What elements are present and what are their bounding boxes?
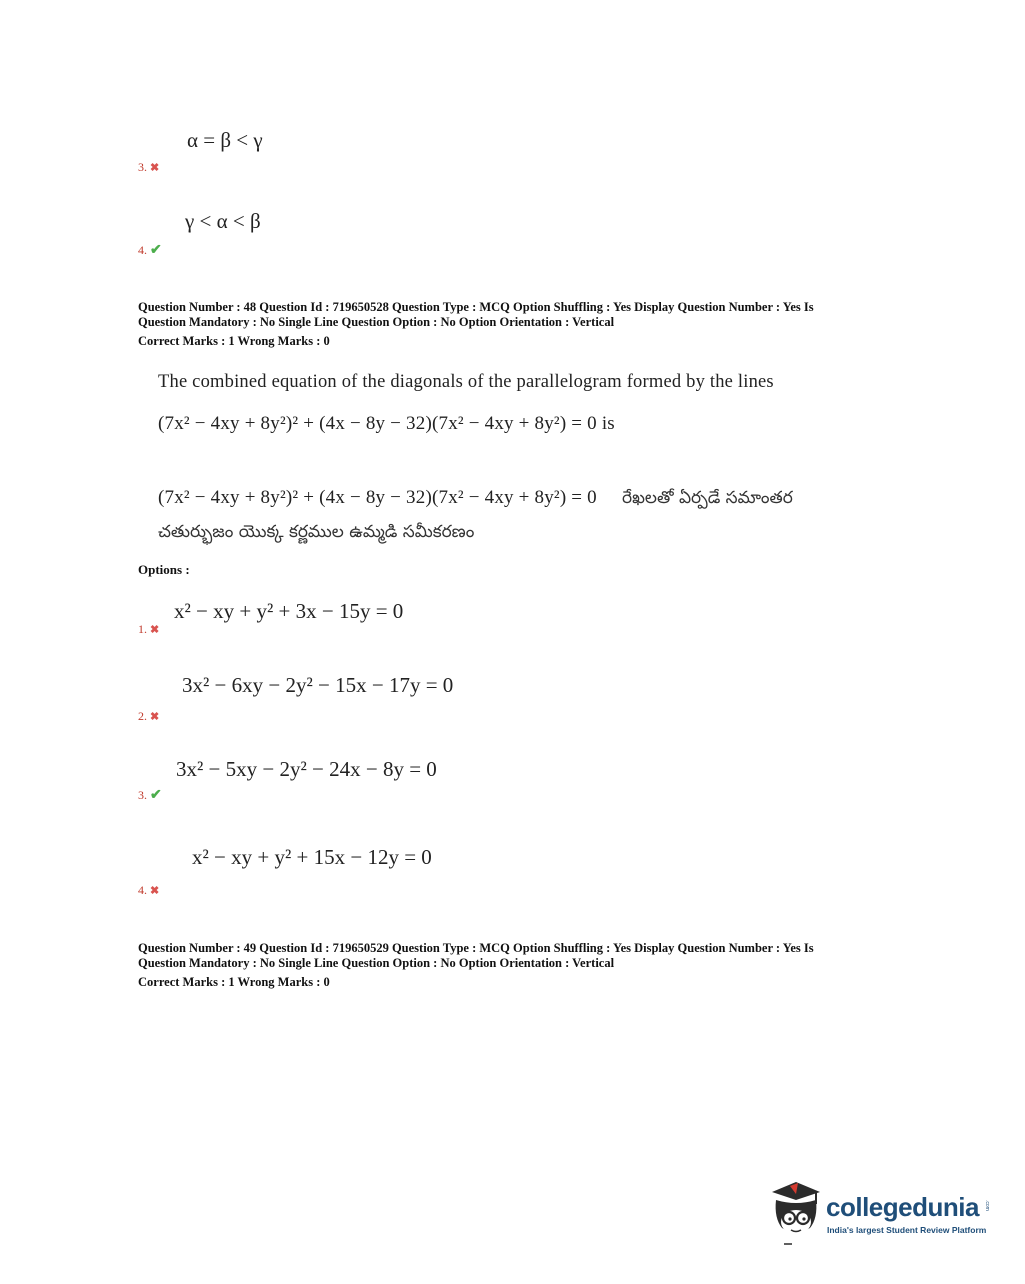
option-number: 3. — [138, 160, 147, 174]
question-48-text-te-math: (7x² − 4xy + 8y²)² + (4x − 8y − 32)(7x² − 4xy + 8y²) = 0 — [158, 487, 597, 508]
collegedunia-logo — [766, 1178, 996, 1248]
meta-line-1: Question Number : 49 Question Id : 719650529 Question Type : MCQ Option Shuffling : Yes Display Question Number : Yes Is — [138, 941, 814, 955]
option-3-number — [138, 787, 162, 804]
option-number: 4. — [138, 883, 147, 897]
logo-tagline: India's largest Student Review Platform — [827, 1225, 987, 1235]
option-3-text: 3x² − 5xy − 2y² − 24x − 8y = 0 — [176, 757, 437, 781]
option-1-text: x² − xy + y² + 3x − 15y = 0 — [174, 599, 404, 623]
prev-option-4-text: γ < α < β — [185, 209, 261, 233]
question-49-meta — [138, 941, 898, 990]
meta-line-3: Correct Marks : 1 Wrong Marks : 0 — [138, 975, 330, 989]
question-48-text-te-words: రేఖలతో ఏర్పడే సమాంతర — [622, 488, 793, 508]
logo-name: collegedunia — [826, 1192, 979, 1222]
meta-line-3: Correct Marks : 1 Wrong Marks : 0 — [138, 334, 330, 348]
prev-option-4-number — [138, 242, 162, 259]
cross-icon: ✖ — [150, 711, 160, 723]
option-2-number — [138, 709, 159, 724]
question-48-text-en-1: The combined equation of the diagonals of the parallelogram formed by the lines — [158, 372, 774, 392]
option-number: 3. — [138, 788, 147, 802]
meta-line-1: Question Number : 48 Question Id : 719650528 Question Type : MCQ Option Shuffling : Yes Display Question Number : Yes Is — [138, 300, 814, 314]
question-48-text-te-2: చతుర్భుజం యొక్క కర్ణముల ఉమ్మడి సమీకరణం — [158, 522, 475, 542]
logo-suffix: .com — [984, 1200, 990, 1211]
option-number: 2. — [138, 709, 147, 723]
option-number: 1. — [138, 622, 147, 636]
option-2-text: 3x² − 6xy − 2y² − 15x − 17y = 0 — [182, 673, 454, 697]
meta-line-2: Question Mandatory : No Single Line Question Option : No Option Orientation : Vertical — [138, 956, 615, 970]
mascot-icon — [766, 1178, 824, 1246]
check-icon: ✔ — [150, 243, 162, 258]
cross-icon: ✖ — [150, 162, 160, 174]
option-number: 4. — [138, 243, 147, 257]
prev-option-3-text: α = β < γ — [187, 128, 263, 152]
options-label: Options : — [138, 562, 190, 577]
cross-icon: ✖ — [150, 624, 160, 636]
option-4-number — [138, 883, 159, 898]
question-48-text-en-2: (7x² − 4xy + 8y²)² + (4x − 8y − 32)(7x² − 4xy + 8y²) = 0 is — [158, 413, 615, 434]
option-1-number — [138, 622, 159, 637]
cross-icon: ✖ — [150, 885, 160, 897]
question-48-meta — [138, 300, 898, 349]
check-icon: ✔ — [150, 788, 162, 803]
prev-option-3-number — [138, 160, 159, 175]
option-4-text: x² − xy + y² + 15x − 12y = 0 — [192, 845, 432, 869]
meta-line-2: Question Mandatory : No Single Line Question Option : No Option Orientation : Vertical — [138, 315, 615, 329]
